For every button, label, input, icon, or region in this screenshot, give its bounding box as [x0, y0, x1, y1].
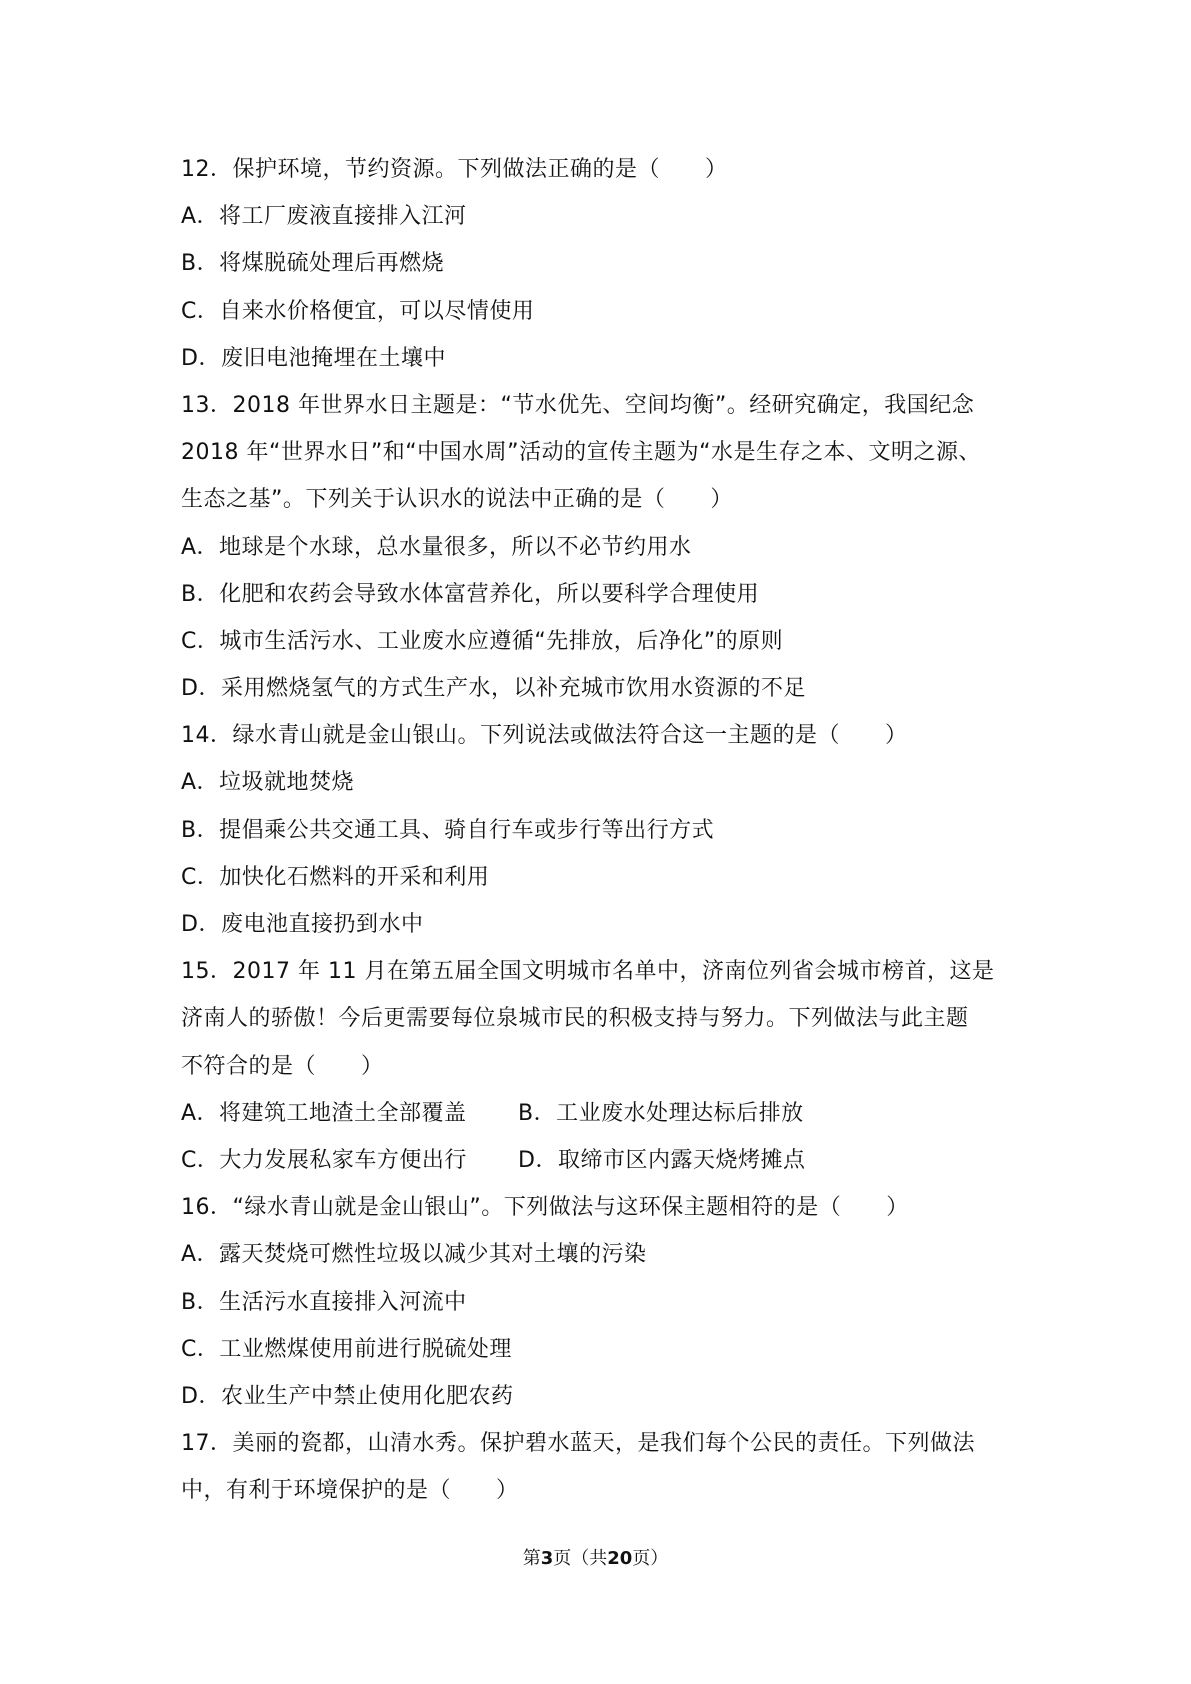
- option-c: C．城市生活污水、工业废水应遵循“先排放，后净化”的原则: [181, 628, 784, 654]
- page-number: 3: [540, 1548, 554, 1569]
- option-a: A．将工厂废液直接排入江河: [181, 204, 467, 230]
- page-total: 20: [607, 1548, 633, 1569]
- question-stem-line: 14．绿水青山就是金山银山。下列说法或做法符合这一主题的是（ ）: [181, 723, 908, 749]
- question-stem-line: 15．2017 年 11 月在第五届全国文明城市名单中，济南位列省会城市榜首，这是: [181, 959, 995, 985]
- option-c: C．工业燃煤使用前进行脱硫处理: [181, 1336, 512, 1362]
- footer-middle: 页（共: [553, 1548, 608, 1569]
- option-a: A．露天焚烧可燃性垃圾以减少其对土壤的污染: [181, 1242, 647, 1268]
- option-d: D．废电池直接扔到水中: [181, 912, 424, 937]
- option-c: C．加快化石燃料的开采和利用: [181, 864, 490, 890]
- page-footer: [0, 1544, 1191, 1570]
- option-c: C．大力发展私家车方便出行: [181, 1147, 467, 1173]
- option-b: B．化肥和农药会导致水体富营养化，所以要科学合理使用: [181, 581, 760, 607]
- option-b: B．生活污水直接排入河流中: [181, 1289, 467, 1315]
- question-list: [181, 146, 1021, 1514]
- option-a: A．垃圾就地焚烧: [181, 770, 355, 796]
- question-14: [181, 712, 1021, 948]
- option-row: [181, 1090, 1021, 1137]
- option-a: A．地球是个水球，总水量很多，所以不必节约用水: [181, 534, 692, 560]
- question-13: [181, 382, 1021, 712]
- option-row: [181, 1137, 1021, 1184]
- option-d: D．农业生产中禁止使用化肥农药: [181, 1383, 514, 1409]
- question-stem-line: 12．保护环境，节约资源。下列做法正确的是（ ）: [181, 157, 728, 182]
- question-stem-line: 济南人的骄傲！今后更需要每位泉城市民的积极支持与努力。下列做法与此主题: [181, 1006, 969, 1032]
- option-b: B．提倡乘公共交通工具、骑自行车或步行等出行方式: [181, 817, 715, 843]
- question-15: [181, 948, 1021, 1184]
- question-12: [181, 146, 1021, 382]
- option-d: D．采用燃烧氢气的方式生产水，以补充城市饮用水资源的不足: [181, 676, 806, 702]
- question-16: [181, 1184, 1021, 1420]
- option-b: B．将煤脱硫处理后再燃烧: [181, 251, 445, 277]
- question-stem-line: 不符合的是（ ）: [181, 1053, 384, 1079]
- option-a: A．将建筑工地渣土全部覆盖: [181, 1100, 467, 1126]
- option-c: C．自来水价格便宜，可以尽情使用: [181, 298, 535, 324]
- question-stem-line: 中，有利于环境保护的是（ ）: [181, 1478, 519, 1504]
- option-d: D．废旧电池掩埋在土壤中: [181, 345, 446, 371]
- question-stem-line: 2018 年“世界水日”和“中国水周”活动的宣传主题为“水是生存之本、文明之源、: [181, 440, 981, 466]
- question-stem-line: 16．“绿水青山就是金山银山”。下列做法与这环保主题相符的是（ ）: [181, 1195, 909, 1221]
- question-stem-line: 生态之基”。下列关于认识水的说法中正确的是（ ）: [181, 487, 733, 513]
- question-stem-line: 13．2018 年世界水日主题是：“节水优先、空间均衡”。经研究确定，我国纪念: [181, 392, 975, 418]
- option-d: D．取缔市区内露天烧烤摊点: [518, 1147, 806, 1173]
- option-b: B．工业废水处理达标后排放: [518, 1100, 804, 1126]
- footer-prefix: 第: [522, 1548, 541, 1569]
- footer-suffix: 页）: [632, 1548, 669, 1569]
- question-17: [181, 1420, 1021, 1514]
- question-stem-line: 17．美丽的瓷都，山清水秀。保护碧水蓝天，是我们每个公民的责任。下列做法: [181, 1431, 975, 1457]
